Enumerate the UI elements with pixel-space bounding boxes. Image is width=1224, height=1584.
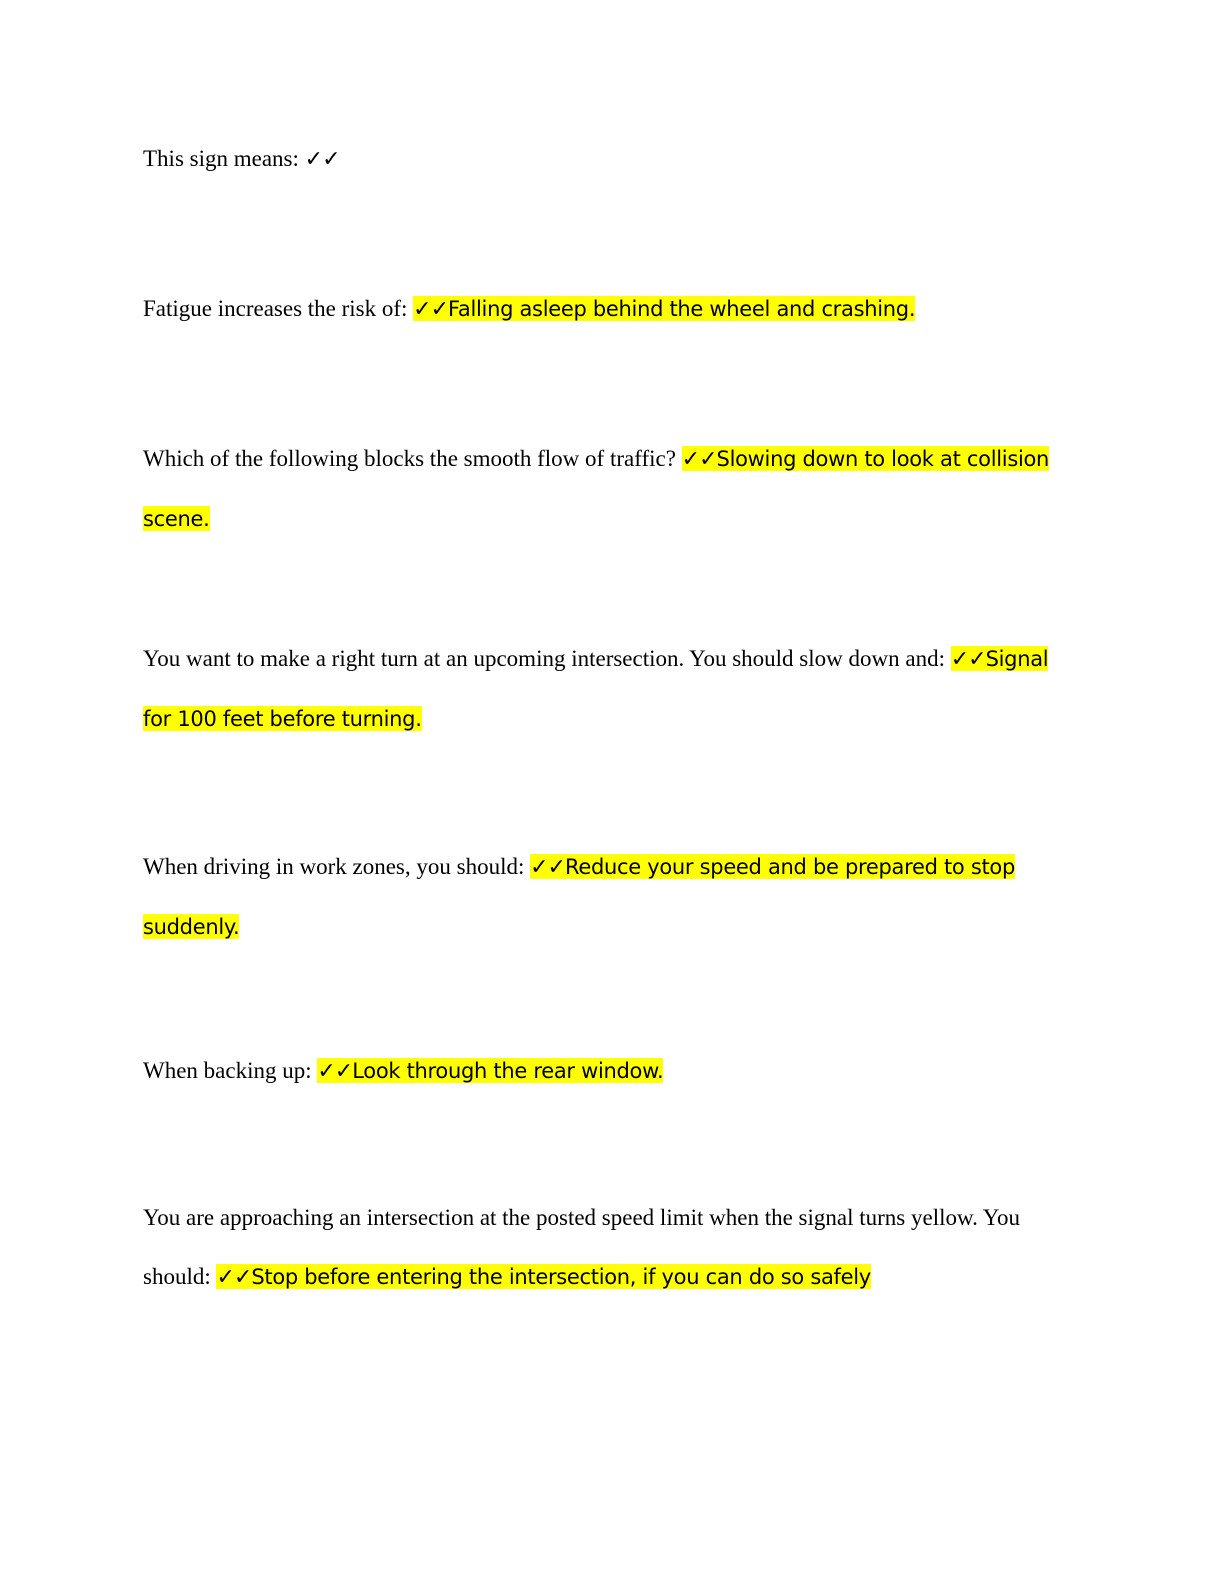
question-text: You are approaching an intersection at the posted speed limit when the signal turns yellow. You should: bbox=[143, 1205, 1026, 1289]
answer-text: Slowing down to look at collision scene. bbox=[143, 447, 1050, 531]
checkmark-icon: ✓✓ bbox=[530, 855, 565, 880]
qa-item bbox=[143, 430, 1078, 548]
qa-item bbox=[143, 1042, 1078, 1102]
checkmark-icon: ✓✓ bbox=[681, 447, 717, 472]
question-text: This sign means: bbox=[143, 146, 305, 171]
highlighted-answer bbox=[216, 1264, 870, 1289]
qa-item bbox=[143, 1189, 1078, 1307]
qa-item bbox=[143, 838, 1078, 956]
qa-item bbox=[143, 630, 1078, 748]
question-text: Fatigue increases the risk of: bbox=[143, 296, 414, 321]
answer-text: Stop before entering the intersection, if you can do so safely bbox=[251, 1264, 871, 1289]
question-text: When backing up: bbox=[143, 1058, 318, 1083]
highlighted-answer bbox=[413, 296, 915, 321]
question-text: Which of the following blocks the smooth flow of traffic? bbox=[143, 446, 682, 471]
highlighted-answer bbox=[317, 1058, 663, 1083]
qa-item bbox=[143, 130, 1078, 190]
answer-text: Reduce your speed and be prepared to stop suddenly. bbox=[143, 855, 1015, 939]
qa-item bbox=[143, 280, 1078, 340]
answer-text: Look through the rear window. bbox=[352, 1059, 664, 1083]
checkmark-icon: ✓✓ bbox=[216, 1264, 252, 1290]
answer-text: Falling asleep behind the wheel and crashing. bbox=[448, 297, 916, 321]
checkmark-icon: ✓✓ bbox=[304, 147, 340, 172]
checkmark-icon: ✓✓ bbox=[950, 647, 986, 672]
checkmark-icon: ✓✓ bbox=[317, 1059, 353, 1084]
question-text: When driving in work zones, you should: bbox=[143, 854, 531, 879]
answer-text: Signal for 100 feet before turning. bbox=[143, 647, 1049, 731]
checkmark-icon: ✓✓ bbox=[413, 297, 449, 322]
question-text: You want to make a right turn at an upcoming intersection. You should slow down and: bbox=[143, 646, 951, 671]
